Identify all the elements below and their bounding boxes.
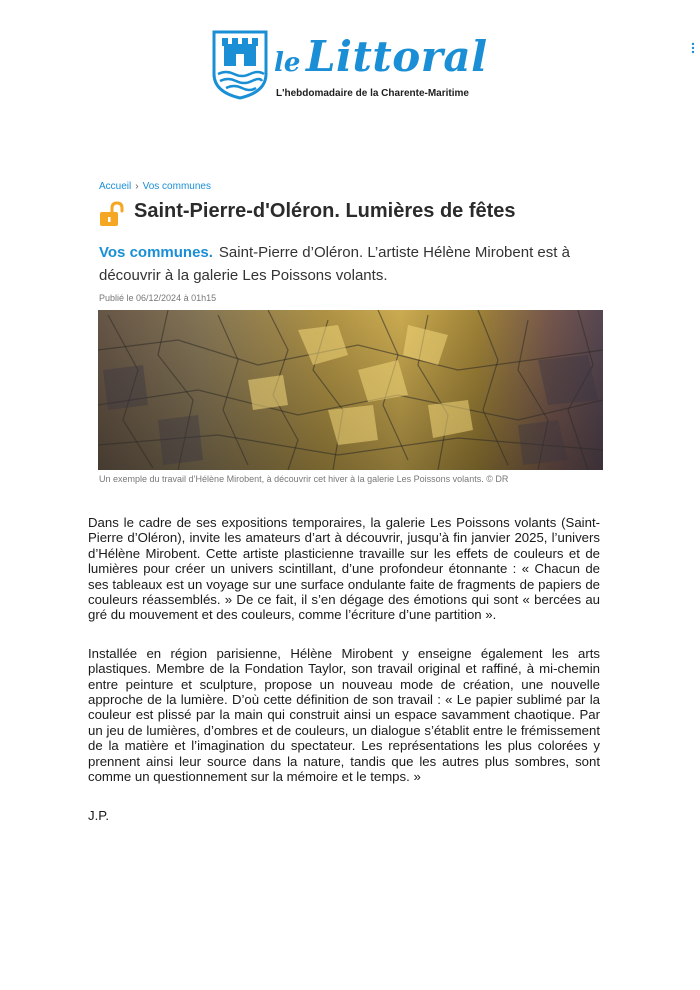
article-lead xyxy=(99,241,609,287)
page-title: Saint-Pierre-d'Oléron. Lumières de fêtes xyxy=(134,200,516,222)
vertical-dots-icon[interactable] xyxy=(690,42,696,54)
breadcrumb-home-link[interactable]: Accueil xyxy=(99,181,132,192)
logo-prefix: le xyxy=(274,48,301,78)
photo-caption: Un exemple du travail d’Hélène Mirobent, à découvrir cet hiver à la galerie Les Poissons volants. © DR xyxy=(99,474,509,484)
publication-date: Publié le 06/12/2024 à 01h15 xyxy=(99,293,217,303)
article-body xyxy=(88,515,600,846)
open-lock-icon xyxy=(98,200,126,228)
section-label[interactable]: Vos communes. xyxy=(99,244,213,261)
breadcrumb-section-link[interactable]: Vos communes xyxy=(142,181,211,192)
breadcrumb-separator: › xyxy=(135,181,139,192)
article-paragraph: Installée en région parisienne, Hélène Mirobent y enseigne également les arts plastiques. Membre de la Fondation Taylor, son travail original et raffiné, à mi-chemin entre peinture et sculpture, propose un nouveau mode de création, une nouvelle approche de la lumière. D’où cette définition de son travail : « Le papier sublimé par la couleur est plissé par la main qui construit ainsi un espace savamment chaotique. Par un jeu de lumières, d’ombres et de couleurs, un dialogue s’établit entre le frémissement de la matière et l’imagination du spectateur. Les représentations les plus colorées y prennent ainsi leur source dans la nature, tandis que les autres plus sombres, sont comme un questionnement sur la mémoire et le temps. » xyxy=(88,645,600,785)
dots-glyph xyxy=(690,42,696,54)
article-photo xyxy=(98,310,603,470)
author-signature: J.P. xyxy=(88,807,110,823)
article-paragraph: Dans le cadre de ses expositions temporaires, la galerie Les Poissons volants (Saint-Pierre d’Oléron), invite les amateurs d’art à découvrir, jusqu’à fin janvier 2025, l’univers d’Hélène Mirobent. Cette artiste plasticienne travaille sur les effets de couleurs et de lumières pour créer un univers scintillant, d’une profondeur étonnante : « Chacun de ses tableaux est un voyage sur une surface ondulante faite de fragments de papiers de couleurs réassemblés. » De ce fait, il s’en dégage des émotions qui sont « bercées au gré du mouvement et des couleurs, comme l’écriture d’une partition ». xyxy=(88,515,600,623)
logo-name: Littoral xyxy=(306,32,488,81)
crumpled-paper-artwork xyxy=(98,310,603,470)
logo-tagline: L'hebdomadaire de la Charente-Maritime xyxy=(276,88,469,99)
site-logo[interactable] xyxy=(212,30,502,102)
castle-crest-icon xyxy=(212,30,268,100)
lead-text: Saint-Pierre d’Oléron. L’artiste Hélène Mirobent est à découvrir à la galerie Les Poissons volants. xyxy=(99,244,570,284)
breadcrumb xyxy=(99,181,211,192)
logo-wordmark xyxy=(274,32,488,81)
